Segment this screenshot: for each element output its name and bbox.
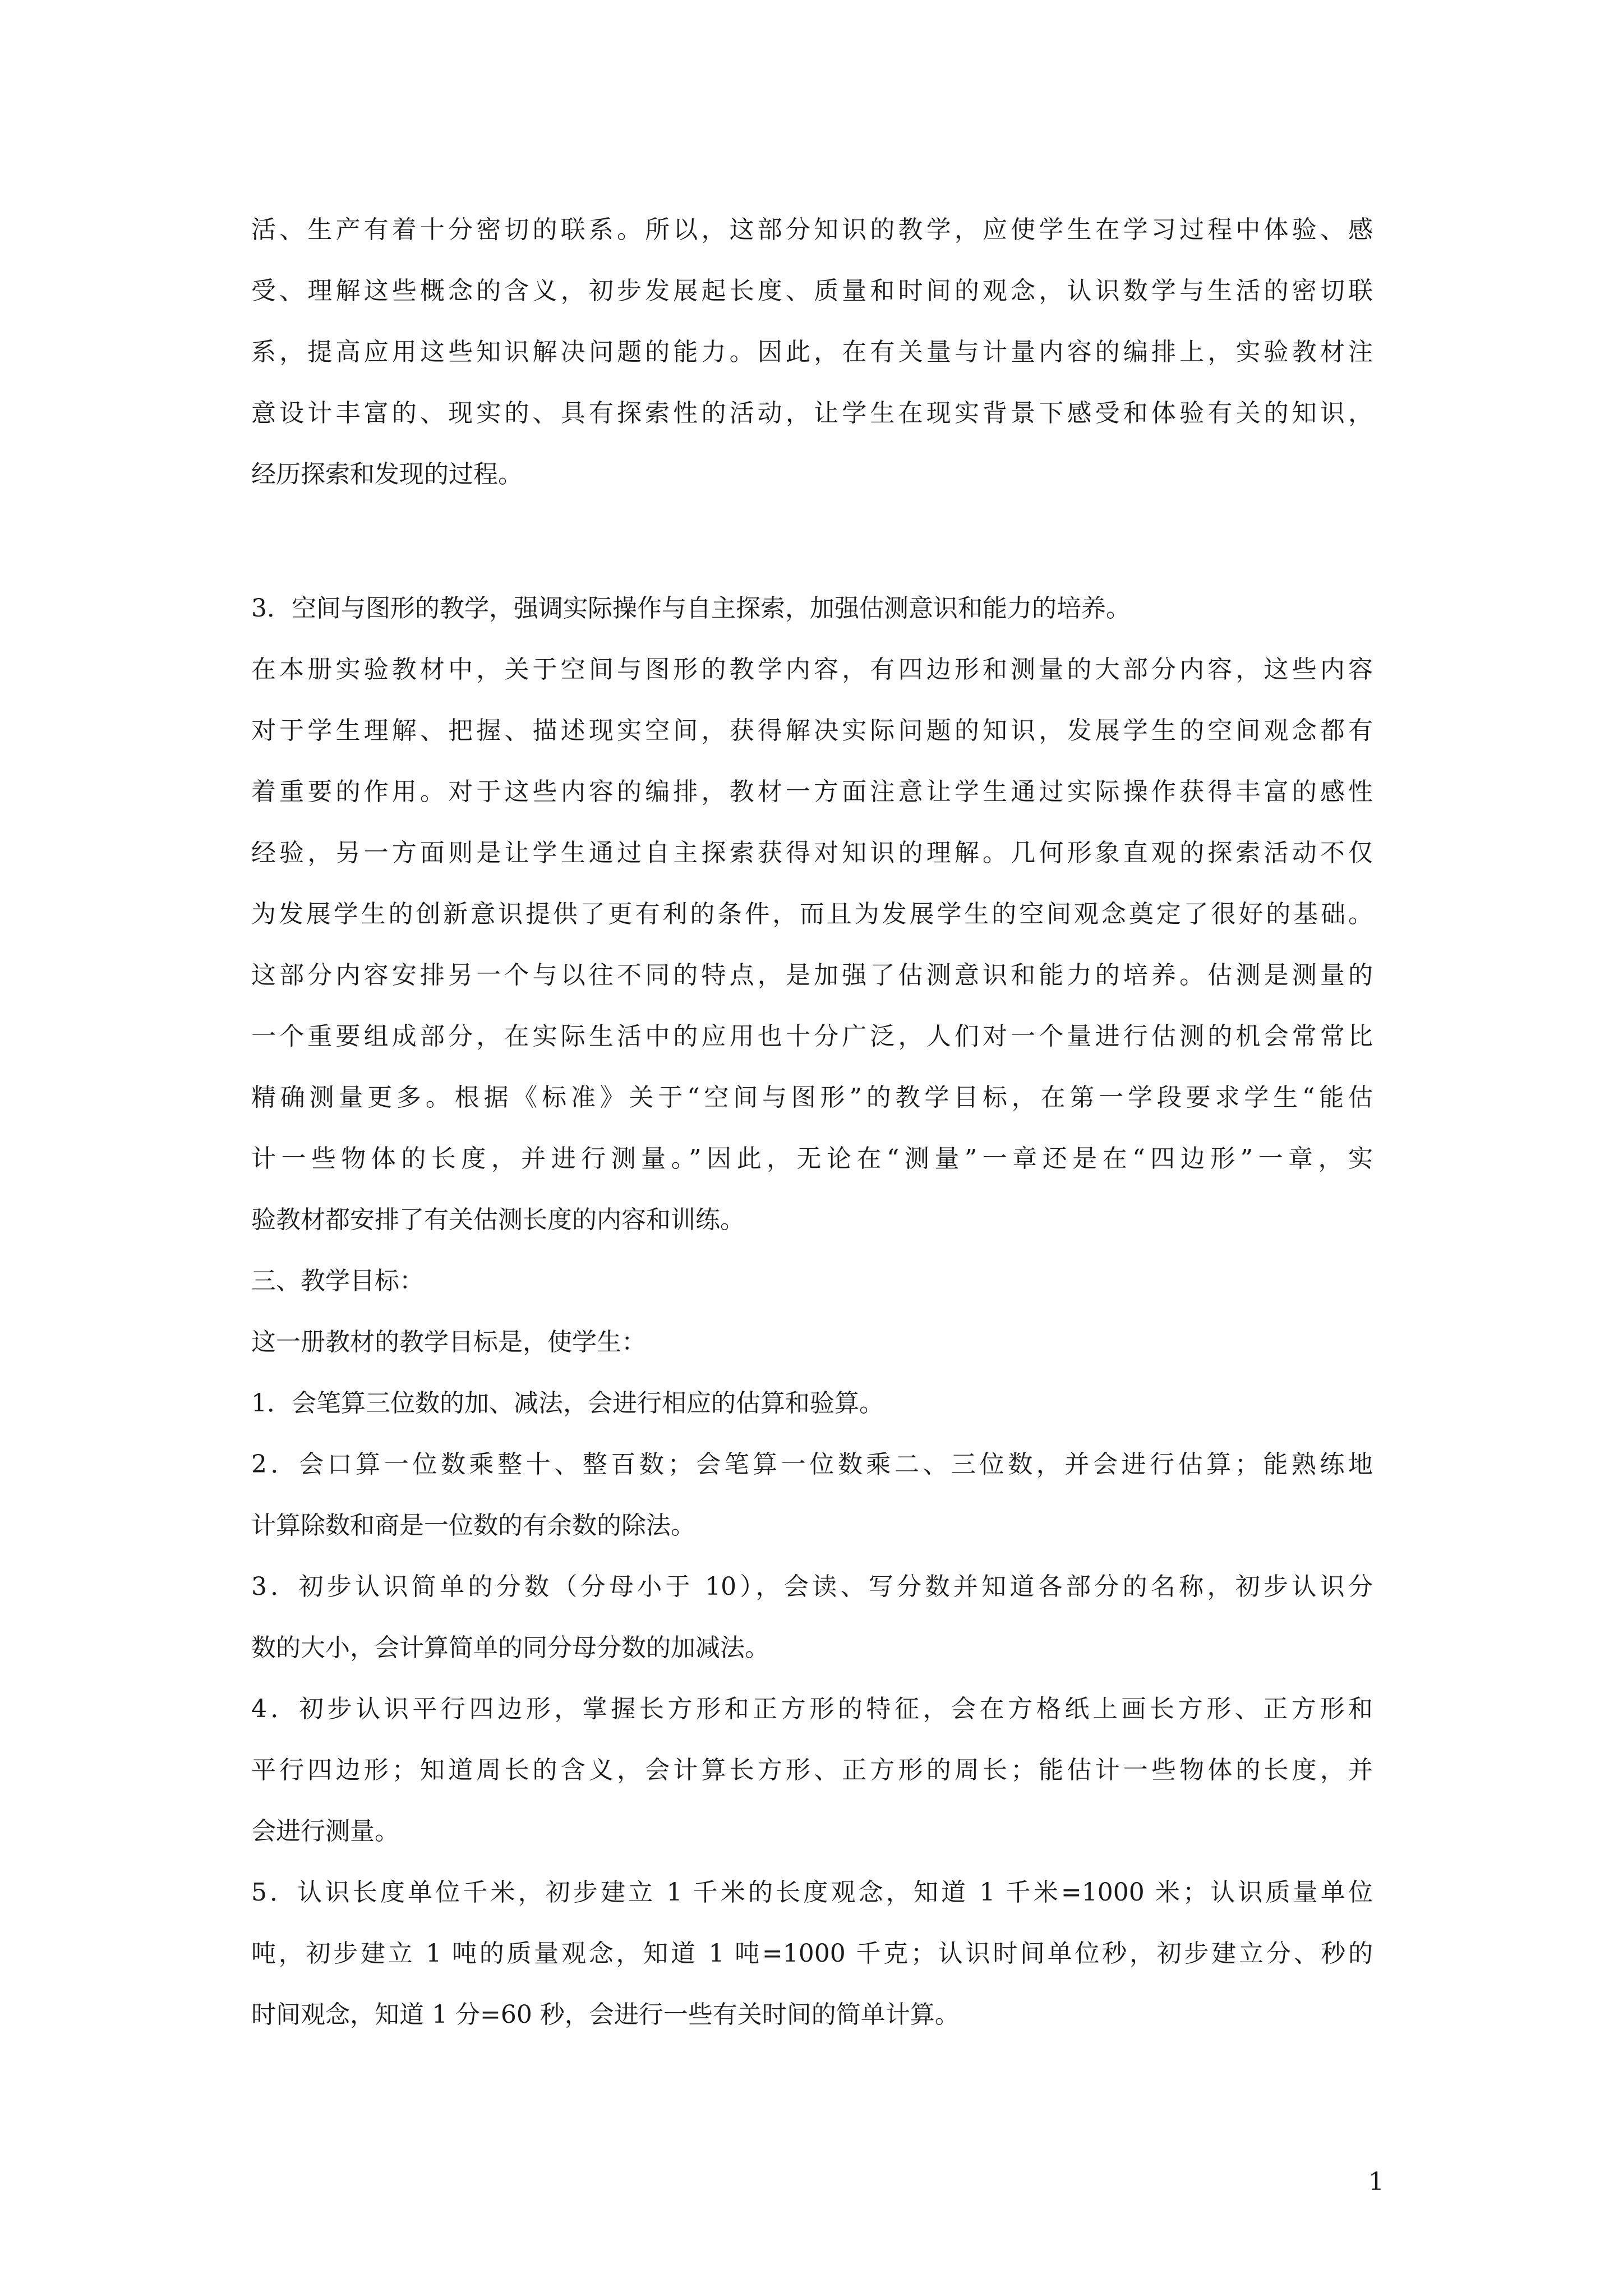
page-number: 1 [1368, 2168, 1384, 2196]
paragraph-line: 经验，另一方面则是让学生通过自主探索获得对知识的理解。几何形象直观的探索活动不仅 [251, 839, 1373, 867]
goal-item: 3．初步认识简单的分数（分母小于 10），会读、写分数并知道各部分的名称，初步认识分 [251, 1572, 1373, 1601]
goal-item-continuation: 会进行测量。 [251, 1817, 399, 1846]
goal-item-continuation: 时间观念，知道 1 分=60 秒，会进行一些有关时间的简单计算。 [251, 2000, 960, 2029]
goal-item-continuation: 数的大小，会计算简单的同分母分数的加减法。 [251, 1634, 769, 1662]
paragraph-line: 一个重要组成部分，在实际生活中的应用也十分广泛，人们对一个量进行估测的机会常常比 [251, 1022, 1373, 1051]
paragraph-line: 受、理解这些概念的含义，初步发展起长度、质量和时间的观念，认识数学与生活的密切联 [251, 277, 1373, 305]
paragraph-line: 活、生产有着十分密切的联系。所以，这部分知识的教学，应使学生在学习过程中体验、感 [251, 215, 1373, 244]
paragraph-line: 对于学生理解、把握、描述现实空间，获得解决实际问题的知识，发展学生的空间观念都有 [251, 716, 1373, 745]
paragraph-line: 这一册教材的教学目标是，使学生： [251, 1328, 646, 1356]
goal-item-continuation: 平行四边形；知道周长的含义，会计算长方形、正方形的周长；能估计一些物体的长度，并 [251, 1756, 1373, 1784]
paragraph-line: 着重要的作用。对于这些内容的编排，教材一方面注意让学生通过实际操作获得丰富的感性 [251, 777, 1373, 806]
paragraph-line: 系，提高应用这些知识解决问题的能力。因此，在有关量与计量内容的编排上，实验教材注 [251, 338, 1373, 366]
goal-item: 5．认识长度单位千米，初步建立 1 千米的长度观念，知道 1 千米=1000 米；认识质量单位 [251, 1878, 1373, 1907]
goal-item-continuation: 吨，初步建立 1 吨的质量观念，知道 1 吨=1000 千克；认识时间单位秒，初步建立分、秒的 [251, 1939, 1373, 1968]
paragraph-line: 验教材都安排了有关估测长度的内容和训练。 [251, 1205, 745, 1234]
paragraph-line: 意设计丰富的、现实的、具有探索性的活动，让学生在现实背景下感受和体验有关的知识， [251, 399, 1373, 427]
section-heading: 三、教学目标： [251, 1267, 424, 1295]
paragraph-line: 这部分内容安排另一个与以往不同的特点，是加强了估测意识和能力的培养。估测是测量的 [251, 961, 1373, 990]
paragraph-line: 经历探索和发现的过程。 [251, 460, 523, 489]
goal-item: 2．会口算一位数乘整十、整百数；会笔算一位数乘二、三位数，并会进行估算；能熟练地 [251, 1450, 1373, 1479]
goal-item: 1．会笔算三位数的加、减法，会进行相应的估算和验算。 [251, 1389, 884, 1418]
section-item-heading: 3．空间与图形的教学，强调实际操作与自主探索，加强估测意识和能力的培养。 [251, 594, 1131, 623]
paragraph-line: 计一些物体的长度，并进行测量。”因此，无论在“测量”一章还是在“四边形”一章，实 [251, 1144, 1373, 1173]
paragraph-line: 为发展学生的创新意识提供了更有利的条件，而且为发展学生的空间观念奠定了很好的基础。 [251, 900, 1373, 928]
goal-item-continuation: 计算除数和商是一位数的有余数的除法。 [251, 1511, 695, 1540]
paragraph-line: 精确测量更多。根据《标准》关于“空间与图形”的教学目标，在第一学段要求学生“能估 [251, 1083, 1373, 1112]
goal-item: 4．初步认识平行四边形，掌握长方形和正方形的特征，会在方格纸上画长方形、正方形和 [251, 1695, 1373, 1723]
paragraph-line: 在本册实验教材中，关于空间与图形的教学内容，有四边形和测量的大部分内容，这些内容 [251, 655, 1373, 684]
